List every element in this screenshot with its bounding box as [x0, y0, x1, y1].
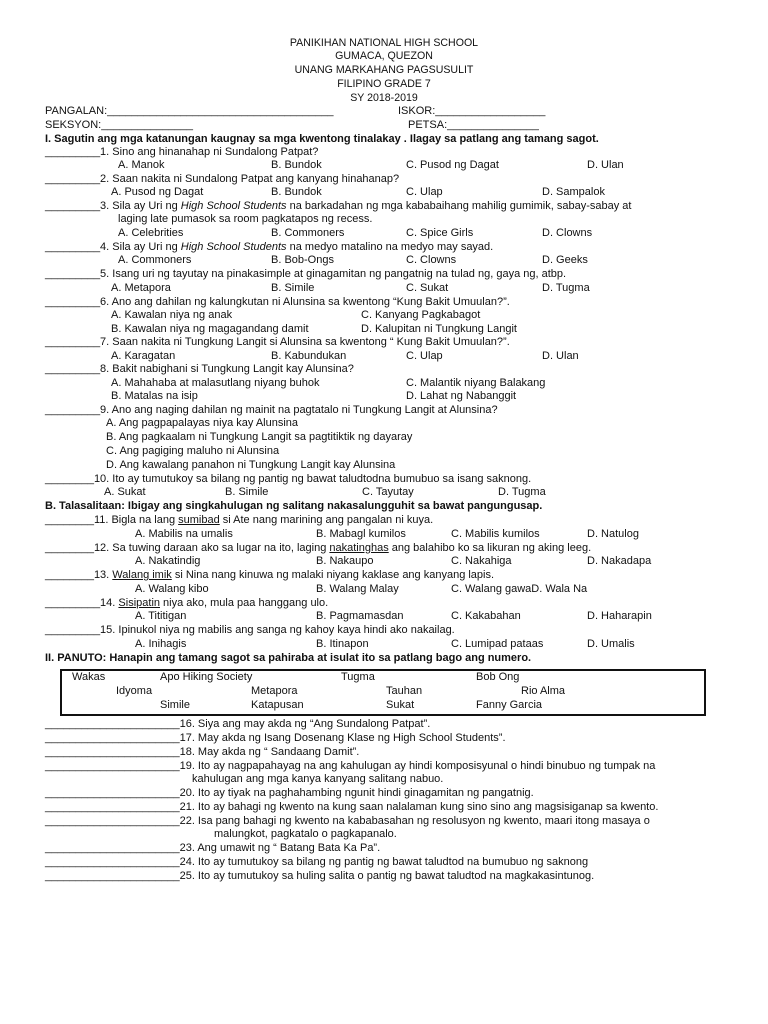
question-1: _________1. Sino ang hinanahap ni Sundalong Patpat? — [45, 146, 319, 158]
question-16: ______________________16. Siya ang may akda ng “Ang Sundalong Patpat”. — [45, 718, 431, 730]
question-17: ______________________17. May akda ng Isang Dosenang Klase ng High School Students”. — [45, 732, 506, 744]
q6-option-b: B. Kawalan niya ng magagandang damit — [111, 323, 309, 335]
q12-option-a: A. Nakatindig — [135, 555, 201, 567]
q8-option-b: B. Matalas na isip — [111, 390, 198, 402]
q5-option-d: D. Tugma — [542, 282, 590, 294]
q13-option-c: C. Walang gawaD. Wala Na — [451, 583, 588, 595]
question-9: _________9. Ano ang naging dahilan ng mainit na pagtatalo ni Tungkung Langit at Alunsina? — [45, 404, 498, 416]
q4-text-pre: _________4. Sila ay Uri ng — [45, 241, 181, 253]
q4-option-b: B. Bob-Ongs — [271, 254, 334, 266]
question-14 — [45, 597, 328, 610]
q4-text-em: High School Students — [180, 241, 287, 253]
date-field: PETSA:_______________ — [408, 119, 539, 131]
question-24: ______________________24. Ito ay tumutukoy sa bilang ng pantig ng bawat taludtod na bumubuo ng saknong — [45, 856, 589, 868]
question-2: _________2. Saan nakita ni Sundalong Patpat ang kanyang hinahanap? — [45, 173, 400, 185]
question-22: ______________________22. Isa pang bahagi ng kwento na kababasahan ng resolusyon ng kwento, maari itong masaya o — [45, 815, 650, 827]
question-3-continued: laging late pumasok sa room pagkatapos ng recess. — [118, 213, 373, 225]
word-bank-item: Wakas — [72, 671, 106, 683]
q15-option-a: A. Inihagis — [135, 638, 187, 650]
q13-option-b: B. Walang Malay — [316, 583, 399, 595]
q1-option-b: B. Bundok — [271, 159, 322, 171]
word-bank-item: Tugma — [341, 671, 375, 683]
q5-option-b: B. Simile — [271, 282, 315, 294]
q11-text-pre: ________11. Bigla na lang — [45, 514, 179, 526]
q11-option-c: C. Mabilis kumilos — [451, 528, 540, 540]
section-i-instruction: I. Sagutin ang mga katanungan kaugnay sa mga kwentong tinalakay . Ilagay sa patlang ang tamang sagot. — [45, 133, 599, 145]
q3-option-b: B. Commoners — [271, 227, 345, 239]
q4-text-post: na medyo matalino na medyo may sayad. — [286, 241, 494, 253]
word-bank-item: Sukat — [386, 699, 415, 711]
question-10: ________10. Ito ay tumutukoy sa bilang ng pantig ng bawat taludtodna bumubuo sa isang saknong. — [45, 473, 532, 485]
question-23: ______________________23. Ang umawit ng “ Batang Bata Ka Pa”. — [45, 842, 381, 854]
word-bank-item: Apo Hiking Society — [160, 671, 253, 683]
question-15: _________15. Ipinukol niya ng mabilis ang sanga ng kahoy kaya hindi ako nakailag. — [45, 624, 455, 636]
question-3 — [45, 200, 631, 213]
q14-text-pre: _________14. — [45, 597, 119, 609]
q4-option-a: A. Commoners — [118, 254, 192, 266]
question-19-continued: kahulugan ang mga kanya kanyang salitang nabuo. — [192, 773, 444, 785]
question-25: ______________________25. Ito ay tumutukoy sa huling salita o pantig ng bawat taludtod na magkakasintunog. — [45, 870, 595, 882]
section-field: SEKSYON:_______________ — [45, 119, 194, 131]
q13-option-a: A. Walang kibo — [135, 583, 209, 595]
school-location: GUMACA, QUEZON — [335, 50, 433, 62]
q1-option-d: D. Ulan — [587, 159, 624, 171]
word-bank-item: Katapusan — [251, 699, 304, 711]
school-year: SY 2018-2019 — [350, 92, 418, 104]
q7-option-c: C. Ulap — [406, 350, 443, 362]
q12-option-b: B. Nakaupo — [316, 555, 374, 567]
q7-option-d: D. Ulan — [542, 350, 579, 362]
q3-text-post: na barkadahan ng mga kababaihang mahilig gumimik, sabay-sabay at — [286, 200, 632, 212]
question-12 — [45, 542, 591, 555]
q3-option-c: C. Spice Girls — [406, 227, 474, 239]
question-22-continued: malungkot, pagkatalo o pagkapanalo. — [214, 828, 397, 840]
question-18: ______________________18. May akda ng “ Sandaang Damit”. — [45, 746, 360, 758]
q4-option-d: D. Geeks — [542, 254, 588, 266]
q5-option-a: A. Metapora — [111, 282, 171, 294]
word-bank-item: Simile — [160, 699, 190, 711]
q8-option-d: D. Lahat ng Nabanggit — [406, 390, 517, 402]
q11-option-b: B. Mabagl kumilos — [316, 528, 406, 540]
question-8: _________8. Bakit nabighani si Tungkung Langit kay Alunsina? — [45, 363, 354, 375]
q1-option-a: A. Manok — [118, 159, 165, 171]
q11-option-d: D. Natulog — [587, 528, 639, 540]
section-b-instruction: B. Talasalitaan: Ibigay ang singkahulugan ng salitang nakasalungguhit sa bawat pangungusap. — [45, 500, 543, 512]
q2-option-b: B. Bundok — [271, 186, 322, 198]
q2-option-a: A. Pusod ng Dagat — [111, 186, 204, 198]
question-13 — [45, 569, 494, 582]
word-bank-item: Fanny Garcia — [476, 699, 543, 711]
q8-option-c: C. Malantik niyang Balakang — [406, 377, 546, 389]
q12-text-pre: ________12. Sa tuwing daraan ako sa lugar na ito, laging — [45, 542, 330, 554]
word-bank-item: Bob Ong — [476, 671, 520, 683]
q11-text-post: si Ate nang marining ang pangalan ni kuya. — [219, 514, 434, 526]
q12-underlined-word: nakatinghas — [329, 542, 389, 554]
q13-text-post: si Nina nang kinuwa ng malaki niyang kaklase ang kanyang lapis. — [171, 569, 495, 581]
q10-option-c: C. Tayutay — [362, 486, 414, 498]
question-4 — [45, 241, 493, 254]
q2-option-d: D. Sampalok — [542, 186, 605, 198]
q6-option-c: C. Kanyang Pagkabagot — [361, 309, 481, 321]
q7-option-a: A. Karagatan — [111, 350, 176, 362]
word-bank-item: Metapora — [251, 685, 298, 697]
q12-text-post: ang balahibo ko sa likuran ng aking leeg. — [388, 542, 592, 554]
word-bank-item: Tauhan — [386, 685, 423, 697]
q1-option-c: C. Pusod ng Dagat — [406, 159, 499, 171]
q12-option-d: D. Nakadapa — [587, 555, 652, 567]
q14-option-a: A. Tititigan — [135, 610, 187, 622]
word-bank-box — [60, 669, 706, 716]
q15-option-b: B. Itinapon — [316, 638, 369, 650]
q6-option-a: A. Kawalan niya ng anak — [111, 309, 233, 321]
q11-option-a: A. Mabilis na umalis — [135, 528, 233, 540]
section-ii-instruction: II. PANUTO: Hanapin ang tamang sagot sa pahiraba at isulat ito sa patlang bago ang numero. — [45, 652, 532, 664]
q14-text-post: niya ako, mula paa hanggang ulo. — [160, 597, 329, 609]
q14-option-d: D. Haharapin — [587, 610, 652, 622]
q9-option-a: A. Ang pagpapalayas niya kay Alunsina — [106, 417, 299, 429]
q9-option-b: B. Ang pagkaalam ni Tungkung Langit sa pagtitiktik ng dayaray — [106, 431, 413, 443]
q13-underlined-word: Walang imik — [112, 569, 172, 581]
q12-option-c: C. Nakahiga — [451, 555, 512, 567]
q10-option-d: D. Tugma — [498, 486, 546, 498]
question-5: _________5. Isang uri ng tayutay na pinakasimple at ginagamitan ng pangatnig na tulad ng, gaya ng, atbp. — [45, 268, 567, 280]
word-bank-item: Idyoma — [116, 685, 153, 697]
exam-title: UNANG MARKAHANG PAGSUSULIT — [294, 64, 474, 76]
word-bank-item: Rio Alma — [521, 685, 566, 697]
q15-option-d: D. Umalis — [587, 638, 635, 650]
q8-option-a: A. Mahahaba at malasutlang niyang buhok — [111, 377, 320, 389]
name-field: PANGALAN:_____________________________________ — [45, 105, 334, 117]
question-21: ______________________21. Ito ay bahagi ng kwento na kung saan nalalaman kung sino sino ang magsisiganap sa kwento. — [45, 801, 659, 813]
q9-option-c: C. Ang pagiging maluho ni Alunsina — [106, 445, 280, 457]
q3-option-d: D. Clowns — [542, 227, 593, 239]
q3-text-pre: _________3. Sila ay Uri ng — [45, 200, 181, 212]
subject-title: FILIPINO GRADE 7 — [337, 78, 431, 90]
q10-option-a: A. Sukat — [104, 486, 146, 498]
question-11 — [45, 514, 433, 527]
q9-option-d: D. Ang kawalang panahon ni Tungkung Langit kay Alunsina — [106, 459, 396, 471]
question-7: _________7. Saan nakita ni Tungkung Langit si Alunsina sa kwentong “ Kung Bakit Umuulan?”. — [45, 336, 510, 348]
question-6: _________6. Ano ang dahilan ng kalungkutan ni Alunsina sa kwentong “Kung Bakit Umuulan?”. — [45, 296, 510, 308]
q7-option-b: B. Kabundukan — [271, 350, 347, 362]
score-field: ISKOR:__________________ — [398, 105, 546, 117]
q11-underlined-word: sumibad — [178, 514, 220, 526]
q3-text-em: High School Students — [180, 200, 287, 212]
q10-option-b: B. Simile — [225, 486, 269, 498]
q2-option-c: C. Ulap — [406, 186, 443, 198]
q4-option-c: C. Clowns — [406, 254, 457, 266]
question-20: ______________________20. Ito ay tiyak na paghahambing ngunit hindi ginagamitan ng pangatnig. — [45, 787, 534, 799]
q6-option-d: D. Kalupitan ni Tungkung Langit — [361, 323, 517, 335]
q5-option-c: C. Sukat — [406, 282, 449, 294]
q14-underlined-word: Sisipatin — [118, 597, 160, 609]
question-19: ______________________19. Ito ay nagpapahayag na ang kahulugan ay hindi komposisyunal o hindi binubuo ng tumpak na — [45, 760, 656, 772]
q14-option-c: C. Kakabahan — [451, 610, 521, 622]
q14-option-b: B. Pagmamasdan — [316, 610, 404, 622]
q13-text-pre: ________13. — [45, 569, 113, 581]
school-name: PANIKIHAN NATIONAL HIGH SCHOOL — [289, 37, 479, 49]
q3-option-a: A. Celebrities — [118, 227, 184, 239]
q15-option-c: C. Lumipad pataas — [451, 638, 544, 650]
